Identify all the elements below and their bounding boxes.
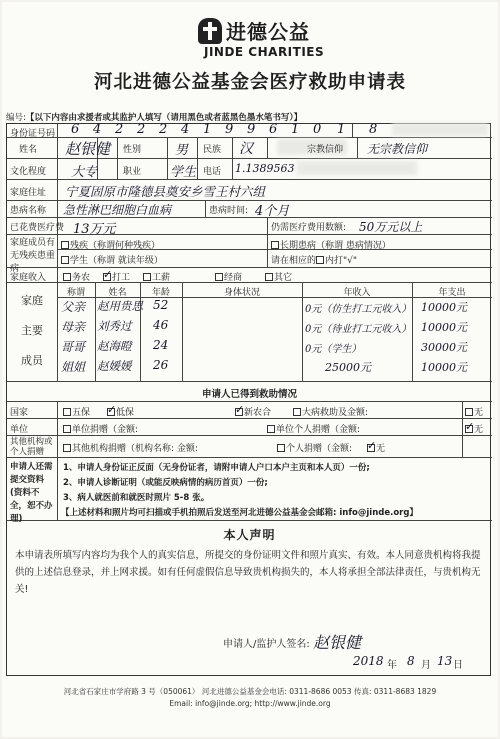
phone-value: 1.1389563 [235,162,295,175]
other-org-checkbox[interactable] [63,444,71,452]
address-label: 家庭住址 [10,188,47,198]
member-relation: 哥哥 [61,340,86,354]
logo-english-text: JINDE CHARITIES [204,45,325,59]
jinde-logo [198,16,325,59]
id-number-label: 身份证号码 [10,129,56,139]
redaction-blur [297,161,417,175]
form-instruction [6,111,302,123]
doc-item: 3、病人就医前和就医时照片 5-8 张。 [63,493,210,503]
disabled-text: 残疾 [70,241,89,251]
day-unit: 日 [453,660,463,671]
none-checkbox[interactable] [465,425,473,433]
aid-section-title: 申请人已得到救助情况 [201,389,297,400]
other-org-option[interactable] [63,441,198,454]
income-option-text: 其它 [274,273,293,283]
chronic-note: （称谓 患病情况） [316,241,391,251]
member-age: 46 [153,318,169,332]
family-sick-label: 家庭成员有无残疾患重病 [10,238,56,274]
student-text: 学生 [70,256,89,266]
occupation-label: 职业 [123,167,142,177]
unit-label: 单位 [10,425,29,435]
chronic-checkbox[interactable] [271,241,279,249]
none-text: 无 [474,408,484,418]
income-checkbox[interactable] [63,273,71,281]
country-none-option[interactable] [465,405,483,418]
hint-checkbox-icon [316,256,324,264]
unit-donation-text: 单位捐赠（金额: [72,425,139,435]
col-age-header: 年龄 [151,288,170,298]
aid-checkbox[interactable] [293,408,301,416]
disabled-note: （称谓何种残疾） [88,241,161,251]
members-label: 成员 [21,354,43,367]
religion-value: 无宗教信仰 [367,142,428,156]
aid-option-text: 大病救助及金额: [302,408,369,418]
illness-value: 急性淋巴细胞白血病 [63,203,172,217]
needed-cost-value: 50万元以上 [359,220,423,234]
needed-cost-label: 仍需医疗费用数额: [271,223,347,233]
chronic-text: 长期患病 [280,241,317,251]
student-option[interactable] [61,253,163,266]
member-age: 52 [153,298,169,312]
income-checkbox[interactable] [215,273,223,281]
religion-label: 宗教信仰 [307,145,344,155]
member-age: 24 [153,338,169,352]
id-digit: 4 [93,122,102,137]
income-option[interactable] [265,270,292,283]
disabled-option[interactable] [61,238,160,251]
country-option[interactable] [293,405,368,418]
gender-value: 男 [175,143,189,158]
member-relation: 姐姐 [61,360,86,374]
id-digit: 8 [369,122,378,137]
id-digit: 6 [71,122,80,137]
id-digit: 1 [291,122,300,137]
id-digit: 1 [337,122,346,137]
income-label: 家庭收入 [10,273,47,283]
aid-checkbox[interactable] [107,408,115,416]
illness-time-label: 患病时间: [209,206,249,216]
unit-none-option[interactable] [465,422,483,435]
other-org-label: 其他机构或个人捐赠 [10,437,53,457]
id-digit: 9 [225,122,234,137]
member-income: 0元（待业打工元收入） [305,324,412,335]
income-checkbox[interactable] [143,273,151,281]
paid-cost-value: 13万元 [73,222,116,237]
income-option[interactable] [215,270,242,283]
date-year: 2018 [353,654,384,668]
student-checkbox[interactable] [61,256,69,264]
none-checkbox[interactable] [367,444,375,452]
income-option-text: 务农 [72,273,91,283]
signature-name: 赵银健 [313,633,362,652]
main-label: 主要 [21,324,43,337]
member-age: 26 [153,358,169,372]
member-name: 赵用贵思 [97,299,143,313]
chronic-option[interactable] [271,238,391,251]
logo-chinese-text: 进德公益 [226,20,310,44]
signature-label: 申请人/监护人签名: [223,639,310,650]
col-health-header: 身体状况 [223,288,260,298]
cross-logo-icon [198,18,222,44]
number-label: 编号: [6,113,26,123]
disabled-checkbox[interactable] [61,241,69,249]
docs-label: 申请人还需提交资料(资料不全，恕不办理) [10,462,53,524]
member-expense: 30000元 [421,341,467,354]
none-text: 无 [376,444,386,454]
phone-label: 电话 [203,167,222,177]
member-income: 25000元 [325,361,371,374]
country-option[interactable] [235,405,271,418]
declaration-title: 本人声明 [223,528,276,542]
instruction-text: 【以下内容由求援者或其监护人填写（请用黑色或者蓝黑色墨水笔书写）】 [25,113,303,123]
income-option-text: 打工 [112,273,131,283]
member-name: 赵媛媛 [97,359,132,373]
personal-donation-text: 个人捐赠（金额: [286,444,353,454]
tick-hint-text-2: 内打"√" [325,256,358,266]
footer-address: 河北省石家庄市学府路 3 号（050061） 河北进德公益基金会电话: 0311-8686 0053 传真: 0311-8683 1829 [63,687,437,696]
member-expense: 10000元 [421,361,467,374]
income-option[interactable] [63,270,90,283]
income-option-text: 经商 [224,273,243,283]
date-month: 8 [407,654,415,668]
unit-donation-option[interactable] [63,422,138,435]
illness-time-value: 4个月 [255,204,290,219]
member-income: 0元（学生） [305,344,362,355]
ethnicity-value: 汉 [239,141,253,157]
unit-checkbox[interactable] [63,425,71,433]
education-label: 文化程度 [10,167,47,177]
col-income-header: 年收入 [343,288,371,298]
month-unit: 月 [421,660,431,671]
unit-personal-option[interactable] [267,422,360,435]
col-name-header: 姓名 [108,288,127,298]
country-option[interactable] [107,405,134,418]
education-value: 大专 [71,165,98,180]
id-digit: 1 [203,122,212,137]
date-day: 13 [437,654,453,668]
id-digit: 9 [247,122,256,137]
other-none-option[interactable] [367,441,385,454]
ethnicity-label: 民族 [203,145,222,155]
doc-item: 1、申请人身份证正反面（无身份证者，请附申请人户口本户主页和本人页）一份; [63,463,370,473]
aid-option-text: 低保 [116,408,135,418]
gender-label: 性别 [123,145,142,155]
country-label: 国家 [10,408,29,418]
id-digit: 6 [269,122,278,137]
unit-personal-text: 单位个人捐赠（金额: [276,425,361,435]
occupation-value: 学生 [170,165,197,180]
redaction-blur [392,123,488,136]
name-label: 姓名 [19,145,38,155]
member-relation: 母亲 [61,320,86,334]
unit-personal-checkbox[interactable] [267,425,275,433]
address-value: 宁夏固原市隆德县奠安乡雪王村六组 [65,184,266,199]
footer-contact: Email: info@jinde.org; http://www.jinde.org [169,699,331,708]
member-expense: 10000元 [421,301,467,314]
income-option[interactable] [103,270,130,283]
family-label: 家庭 [21,294,43,307]
member-name: 赵海瞪 [97,339,132,353]
email-note: 【上述材料和照片均可扫描或手机拍照后发送至河北进德公益基金会邮箱: info@jinde.org】 [61,508,418,518]
aid-option-text: 新农合 [244,408,272,418]
year-unit: 年 [387,660,397,671]
id-digit: 2 [115,122,124,137]
illness-label: 患病名称 [10,206,47,216]
declaration-text: 本申请表所填写内容均为我个人的真实信息，所提交的身份证明文件和照片真实、有效。本人同意贵机构将我提供的上述信息登录，并上网求援。如有任何虚假信息导致贵机构损失的，本人将承担全部法律责任，与贵机构无关! [15,550,481,595]
country-option[interactable] [63,405,90,418]
applicant-name: 赵银健 [65,140,111,158]
income-checkbox[interactable] [103,273,111,281]
income-option-text: 工薪 [152,273,171,283]
member-relation: 父亲 [61,300,86,314]
id-digit: 2 [137,122,146,137]
col-expense-header: 年支出 [438,288,466,298]
aid-option-text: 五保 [72,408,91,418]
student-note: （称谓 就读年级） [88,256,163,266]
doc-item: 2、申请人诊断证明（或能反映病情的病历首页）一份; [63,478,268,488]
personal-checkbox[interactable] [277,444,285,452]
personal-donation-option[interactable] [277,441,352,454]
member-name: 刘秀过 [97,319,132,333]
aid-checkbox[interactable] [235,408,243,416]
none-checkbox[interactable] [465,408,473,416]
form-title: 河北进德公益基金会医疗救助申请表 [93,72,406,93]
none-text: 无 [474,425,484,435]
id-digit: 0 [313,122,322,137]
id-digit: 2 [159,122,168,137]
tick-hint [271,253,357,266]
id-digit: 4 [181,122,190,137]
paid-cost-label: 已花费医疗费 [10,223,65,233]
col-relation-header: 称谓 [66,288,85,298]
member-expense: 10000元 [421,321,467,334]
aid-checkbox[interactable] [63,408,71,416]
other-org-text: 其他机构捐赠（机构名称: 金额: [72,444,198,454]
application-form-page [2,2,498,737]
income-checkbox[interactable] [265,273,273,281]
tick-hint-text: 请在相应的 [271,256,317,266]
form-table [6,123,491,676]
income-option[interactable] [143,270,170,283]
member-income: 0元（仿生打工元收入） [305,304,412,315]
